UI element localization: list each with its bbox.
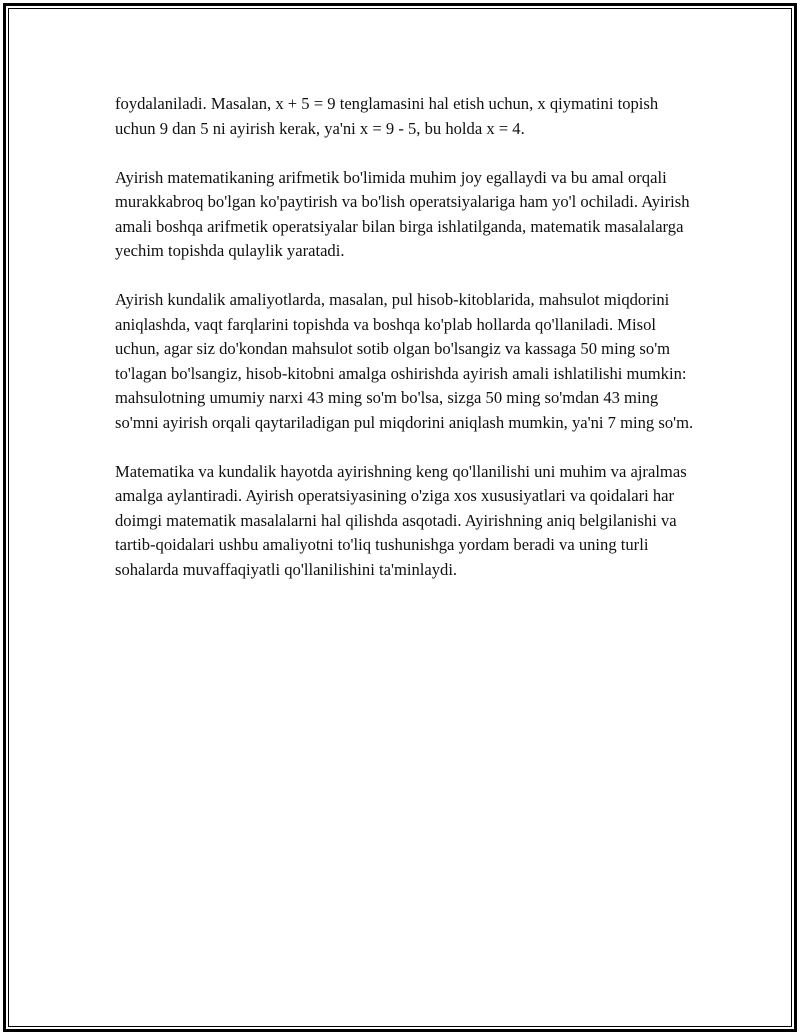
paragraph-3: Ayirish kundalik amaliyotlarda, masalan, pul hisob-kitoblarida, mahsulot miqdorini aniqlashda, vaqt farqlarini topishda va boshqa ko'plab hollarda qo'llaniladi. Misol uchun, agar siz do'kondan mahsulot sotib olgan bo'lsangiz va kassaga 50 ming so'm to'lagan bo'lsangiz, hisob-kitobni amalga oshirishda ayirish amali ishlatilishi mumkin: mahsulotning umumiy narxi 43 ming so'm bo'lsa, sizga 50 ming so'mdan 43 ming so'mni ayirish orqali qaytariladigan pul miqdorini aniqlash mumkin, ya'ni 7 ming so'm.: [115, 290, 694, 432]
document-body: [115, 92, 695, 607]
paragraph-4: Matematika va kundalik hayotda ayirishning keng qo'llanilishi uni muhim va ajralmas amalga aylantiradi. Ayirish operatsiyasining o'ziga xos xususiyatlari va qoidalari har doimgi matematik masalalarni hal qilishda asqotadi. Ayirishning aniq belgilanishi va tartib-qoidalari ushbu amaliyotni to'liq tushunishga yordam beradi va uning turli sohalarda muvaffaqiyatli qo'llanilishini ta'minlaydi.: [115, 461, 687, 579]
paragraph-1: foydalaniladi. Masalan, x + 5 = 9 tenglamasini hal etish uchun, x qiymatini topish uchun 9 dan 5 ni ayirish kerak, ya'ni x = 9 - 5, bu holda x = 4.: [115, 94, 659, 138]
paragraph-2: Ayirish matematikaning arifmetik bo'limida muhim joy egallaydi va bu amal orqali murakkabroq bo'lgan ko'paytirish va bo'lish operatsiyalariga ham yo'l ochiladi. Ayirish amali boshqa arifmetik operatsiyalar bilan birga ishlatilganda, matematik masalalarga yechim topishda qulaylik yaratadi.: [115, 167, 690, 260]
